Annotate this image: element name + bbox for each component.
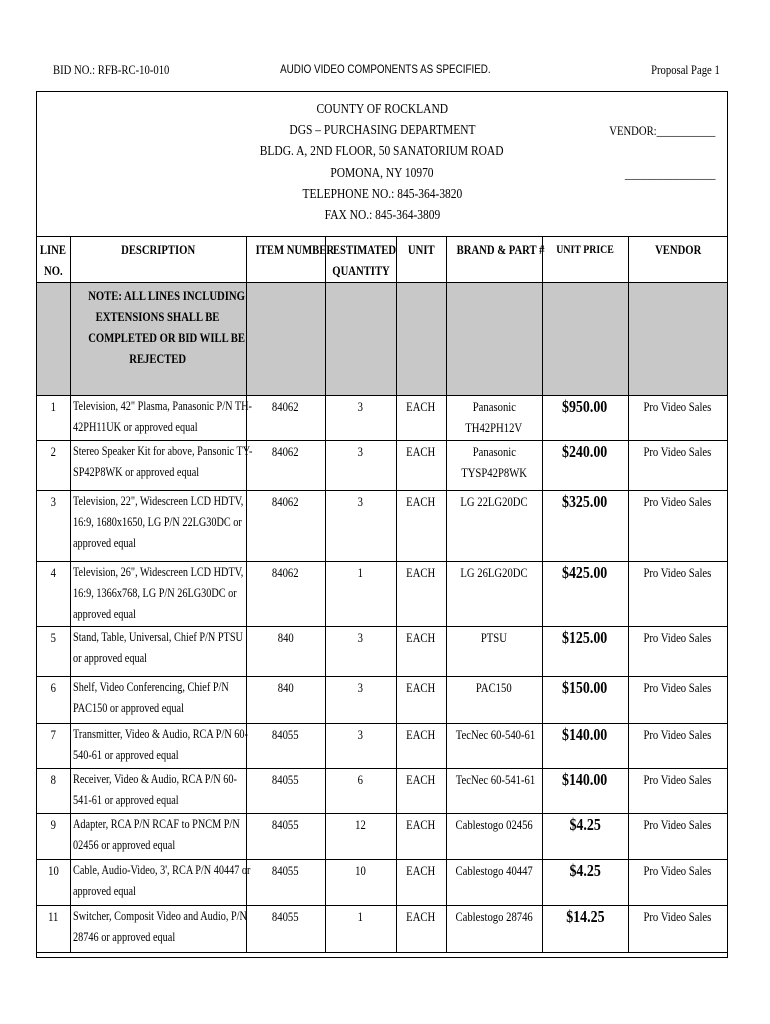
line-number: 8 bbox=[37, 769, 70, 814]
line-number: 11 bbox=[37, 906, 70, 953]
item-number: 84062 bbox=[246, 491, 325, 562]
item-number: 84062 bbox=[246, 396, 325, 441]
brand-part: LG 26LG20DC bbox=[446, 562, 542, 627]
estimated-quantity: 3 bbox=[325, 627, 396, 677]
item-description: Cable, Audio-Video, 3', RCA P/N 40447 or approved equal bbox=[70, 860, 246, 906]
estimated-quantity: 1 bbox=[325, 562, 396, 627]
item-number: 84055 bbox=[246, 814, 325, 860]
brand-part: Cablestogo 40447 bbox=[446, 860, 542, 906]
vendor-name: Pro Video Sales bbox=[628, 906, 727, 953]
brand-part: Cablestogo 28746 bbox=[446, 906, 542, 953]
item-description: Receiver, Video & Audio, RCA P/N 60- 541-61 or approved equal bbox=[70, 769, 246, 814]
estimated-quantity: 3 bbox=[325, 396, 396, 441]
vendor-name: Pro Video Sales bbox=[628, 396, 727, 441]
item-description: Television, 22", Widescreen LCD HDTV, 16:9, 1680x1650, LG P/N 22LG30DC or approved equal bbox=[70, 491, 246, 562]
unit: EACH bbox=[396, 769, 446, 814]
item-description: Adapter, RCA P/N RCAF to PNCM P/N 02456 or approved equal bbox=[70, 814, 246, 860]
estimated-quantity: 6 bbox=[325, 769, 396, 814]
item-description: Stand, Table, Universal, Chief P/N PTSU or approved equal bbox=[70, 627, 246, 677]
column-header-row bbox=[37, 237, 727, 283]
line-number: 1 bbox=[37, 396, 70, 441]
line-number: 10 bbox=[37, 860, 70, 906]
unit-price: $325.00 bbox=[542, 491, 628, 562]
brand-part: Panasonic TYSP42P8WK bbox=[446, 441, 542, 491]
unit-price: $140.00 bbox=[542, 724, 628, 769]
unit: EACH bbox=[396, 860, 446, 906]
item-number: 84055 bbox=[246, 906, 325, 953]
telephone-line: TELEPHONE NO.: 845-364-3820 bbox=[302, 187, 462, 202]
unit-price: $4.25 bbox=[542, 860, 628, 906]
item-description: Switcher, Composit Video and Audio, P/N 28746 or approved equal bbox=[70, 906, 246, 953]
col-vendor: VENDOR bbox=[628, 237, 727, 283]
col-estimated-quantity: ESTIMATED QUANTITY bbox=[325, 237, 396, 283]
unit-price: $125.00 bbox=[542, 627, 628, 677]
unit: EACH bbox=[396, 396, 446, 441]
brand-part: TecNec 60-540-61 bbox=[446, 724, 542, 769]
estimated-quantity: 3 bbox=[325, 677, 396, 724]
unit-price: $425.00 bbox=[542, 562, 628, 627]
col-brand-part: BRAND & PART # bbox=[446, 237, 542, 283]
item-number: 84062 bbox=[246, 562, 325, 627]
unit-price: $240.00 bbox=[542, 441, 628, 491]
estimated-quantity: 3 bbox=[325, 724, 396, 769]
unit-price: $950.00 bbox=[542, 396, 628, 441]
table-row bbox=[37, 860, 727, 906]
brand-part: LG 22LG20DC bbox=[446, 491, 542, 562]
vendor-name: Pro Video Sales bbox=[628, 677, 727, 724]
vendor-field-line2[interactable]: _________________ bbox=[624, 166, 715, 181]
table-row bbox=[37, 441, 727, 491]
estimated-quantity: 12 bbox=[325, 814, 396, 860]
vendor-name: Pro Video Sales bbox=[628, 562, 727, 627]
line-number: 2 bbox=[37, 441, 70, 491]
vendor-name: Pro Video Sales bbox=[628, 769, 727, 814]
table-row bbox=[37, 677, 727, 724]
item-description: Transmitter, Video & Audio, RCA P/N 60- 540-61 or approved equal bbox=[70, 724, 246, 769]
brand-part: PTSU bbox=[446, 627, 542, 677]
item-number: 84062 bbox=[246, 441, 325, 491]
proposal-form bbox=[36, 91, 728, 958]
line-number: 3 bbox=[37, 491, 70, 562]
item-description: Television, 26", Widescreen LCD HDTV, 16:9, 1366x768, LG P/N 26LG30DC or approved equal bbox=[70, 562, 246, 627]
table-row bbox=[37, 562, 727, 627]
table-row bbox=[37, 491, 727, 562]
unit-price: $14.25 bbox=[542, 906, 628, 953]
vendor-field[interactable]: VENDOR:___________ bbox=[608, 123, 715, 138]
unit: EACH bbox=[396, 441, 446, 491]
item-number: 84055 bbox=[246, 860, 325, 906]
table-row bbox=[37, 906, 727, 953]
item-number: 840 bbox=[246, 627, 325, 677]
unit: EACH bbox=[396, 627, 446, 677]
item-description: Shelf, Video Conferencing, Chief P/N PAC150 or approved equal bbox=[70, 677, 246, 724]
vendor-name: Pro Video Sales bbox=[628, 491, 727, 562]
table-row bbox=[37, 724, 727, 769]
vendor-name: Pro Video Sales bbox=[628, 441, 727, 491]
item-description: Stereo Speaker Kit for above, Pansonic TY- SP42P8WK or approved equal bbox=[70, 441, 246, 491]
line-number: 7 bbox=[37, 724, 70, 769]
unit-price: $140.00 bbox=[542, 769, 628, 814]
unit: EACH bbox=[396, 677, 446, 724]
col-unit-price: UNIT PRICE bbox=[542, 237, 628, 283]
table-row bbox=[37, 396, 727, 441]
line-number: 5 bbox=[37, 627, 70, 677]
unit-price: $150.00 bbox=[542, 677, 628, 724]
brand-part: Cablestogo 02456 bbox=[446, 814, 542, 860]
col-description: DESCRIPTION bbox=[70, 237, 246, 283]
bid-number: BID NO.: RFB-RC-10-010 bbox=[53, 62, 170, 77]
vendor-name: Pro Video Sales bbox=[628, 724, 727, 769]
item-number: 84055 bbox=[246, 724, 325, 769]
city-line: POMONA, NY 10970 bbox=[330, 166, 434, 181]
line-number: 9 bbox=[37, 814, 70, 860]
item-description: Television, 42" Plasma, Panasonic P/N TH- 42PH11UK or approved equal bbox=[70, 396, 246, 441]
item-number: 840 bbox=[246, 677, 325, 724]
estimated-quantity: 3 bbox=[325, 491, 396, 562]
note-row bbox=[37, 283, 727, 396]
brand-part: Panasonic TH42PH12V bbox=[446, 396, 542, 441]
unit: EACH bbox=[396, 562, 446, 627]
col-unit: UNIT bbox=[396, 237, 446, 283]
line-number: 6 bbox=[37, 677, 70, 724]
county-name: COUNTY OF ROCKLAND bbox=[316, 102, 448, 117]
vendor-name: Pro Video Sales bbox=[628, 860, 727, 906]
table-row bbox=[37, 814, 727, 860]
department-name: DGS – PURCHASING DEPARTMENT bbox=[288, 123, 476, 138]
unit: EACH bbox=[396, 491, 446, 562]
note-text: NOTE: ALL LINES INCLUDING EXTENSIONS SHALL BE COMPLETED OR BID WILL BE REJECTED bbox=[70, 283, 246, 396]
line-number: 4 bbox=[37, 562, 70, 627]
proposal-page-number: Proposal Page 1 bbox=[651, 62, 720, 77]
vendor-name: Pro Video Sales bbox=[628, 627, 727, 677]
document-title: AUDIO VIDEO COMPONENTS AS SPECIFIED. bbox=[279, 62, 491, 76]
item-number: 84055 bbox=[246, 769, 325, 814]
unit: EACH bbox=[396, 814, 446, 860]
estimated-quantity: 10 bbox=[325, 860, 396, 906]
unit: EACH bbox=[396, 724, 446, 769]
fax-line: FAX NO.: 845-364-3809 bbox=[324, 208, 440, 223]
col-item-number: ITEM NUMBER bbox=[246, 237, 325, 283]
vendor-name: Pro Video Sales bbox=[628, 814, 727, 860]
brand-part: TecNec 60-541-61 bbox=[446, 769, 542, 814]
bid-table bbox=[37, 236, 727, 953]
table-row bbox=[37, 769, 727, 814]
brand-part: PAC150 bbox=[446, 677, 542, 724]
table-row bbox=[37, 627, 727, 677]
unit: EACH bbox=[396, 906, 446, 953]
address-line: BLDG. A, 2ND FLOOR, 50 SANATORIUM ROAD bbox=[260, 144, 504, 159]
estimated-quantity: 1 bbox=[325, 906, 396, 953]
unit-price: $4.25 bbox=[542, 814, 628, 860]
col-line-no: LINE NO. bbox=[37, 237, 70, 283]
estimated-quantity: 3 bbox=[325, 441, 396, 491]
